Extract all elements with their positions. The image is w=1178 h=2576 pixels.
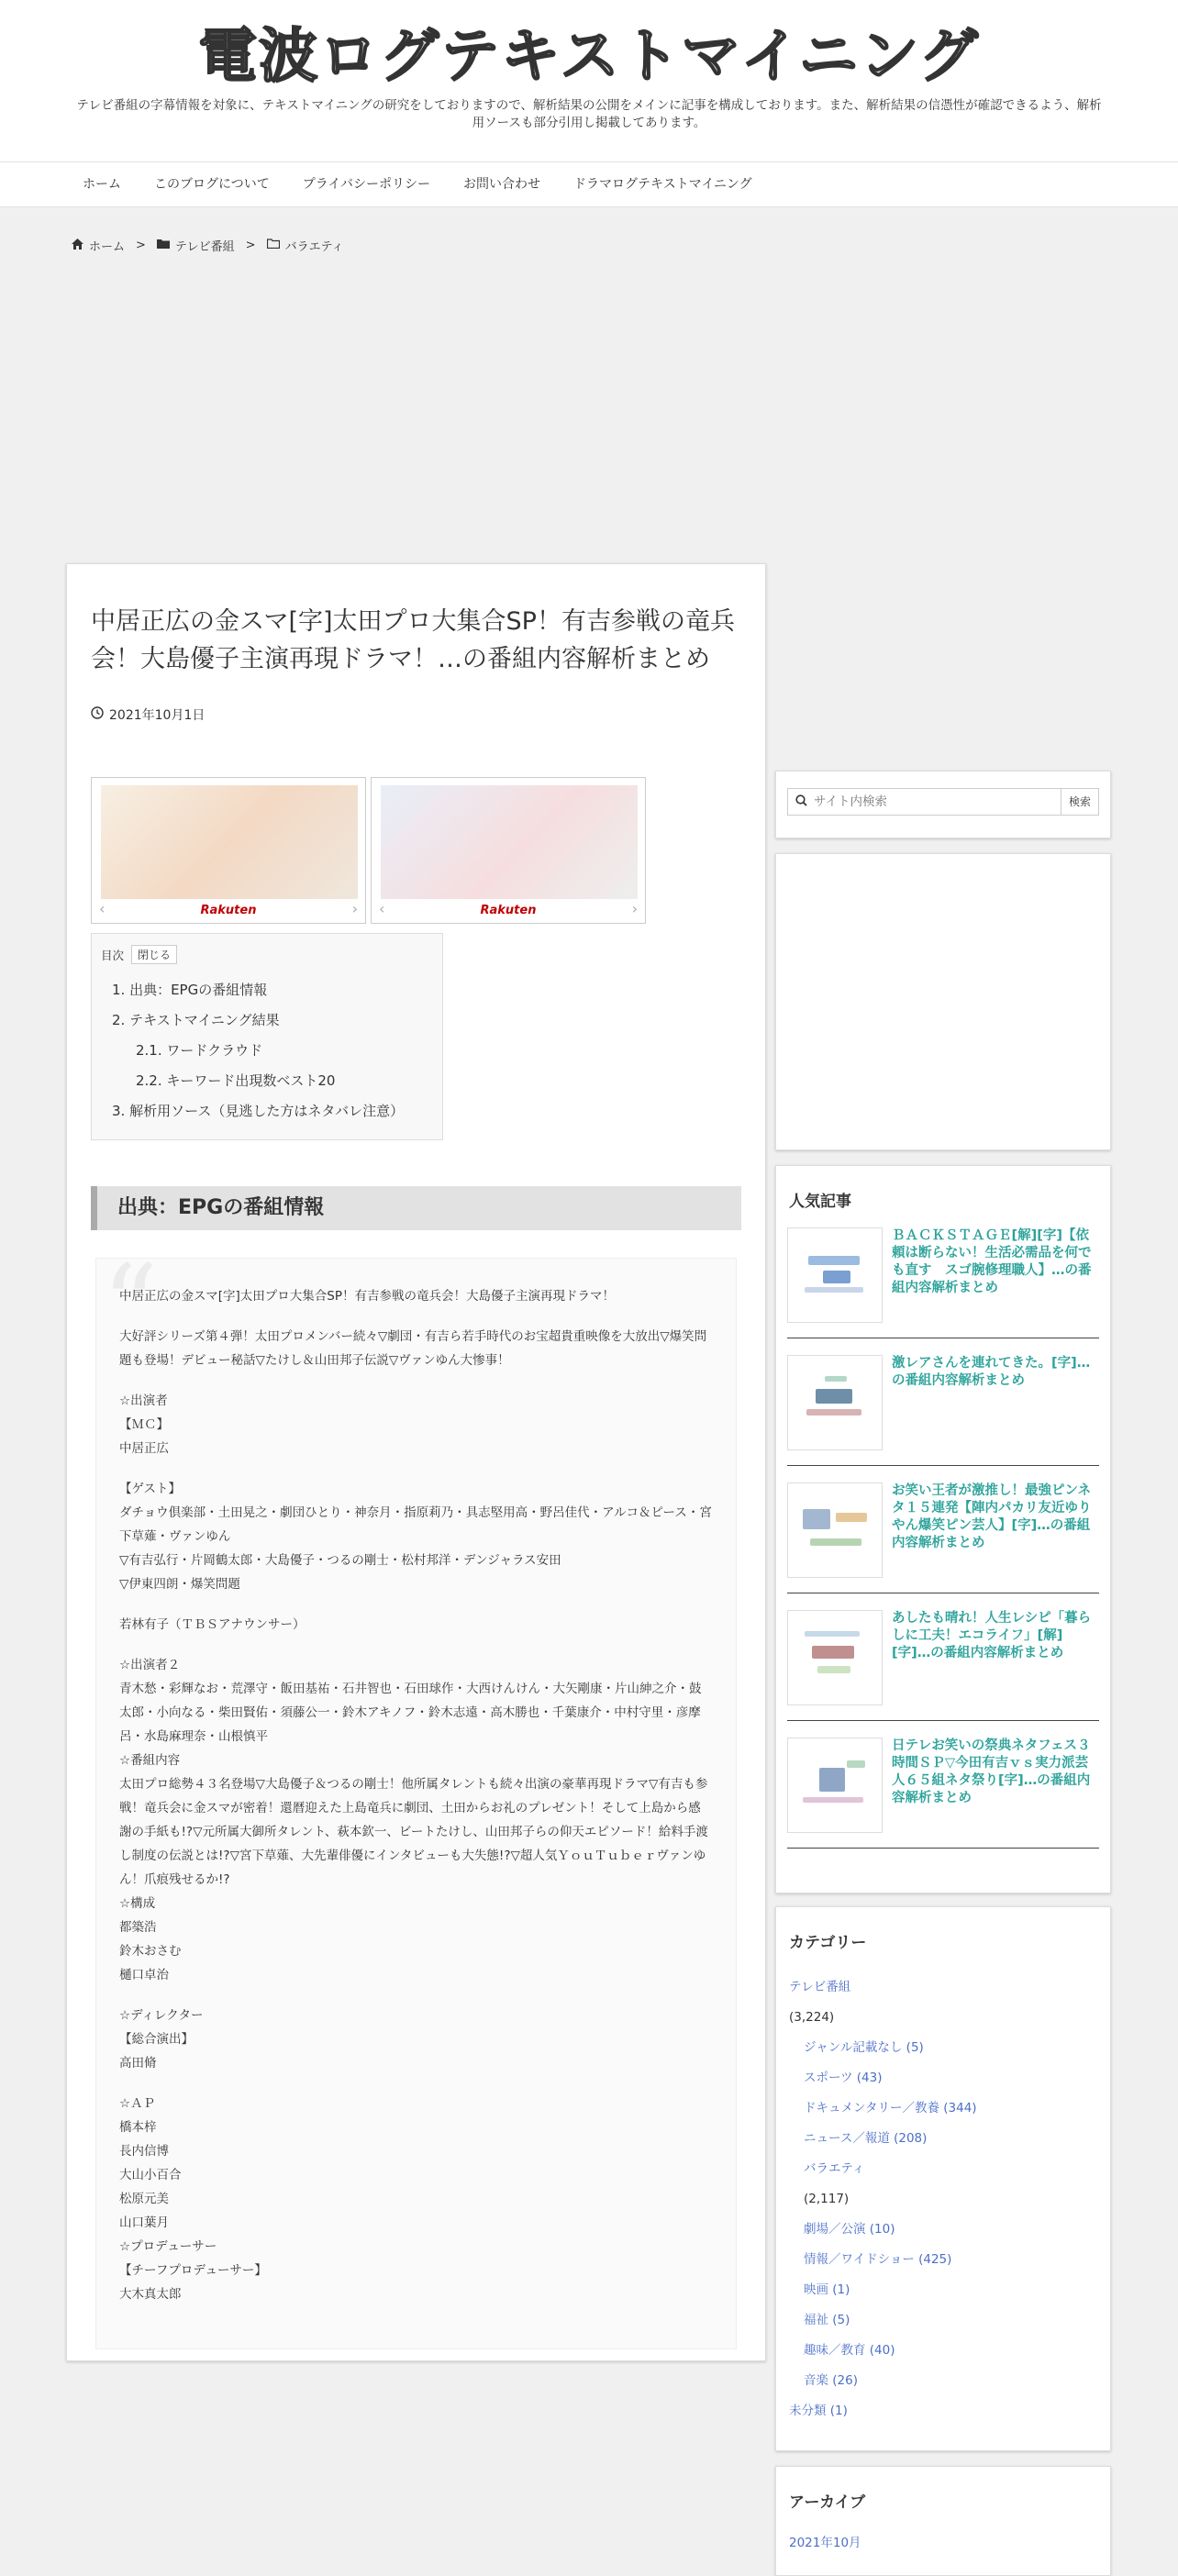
- site-header: [0, 0, 1178, 161]
- breadcrumb-separator: >: [245, 239, 256, 252]
- section-heading: 出典：EPGの番組情報: [91, 1186, 741, 1230]
- toc-link[interactable]: 2.1. ワードクラウド: [136, 1042, 263, 1059]
- epg-blockquote: [95, 1258, 737, 2349]
- popular-title: 人気記事: [789, 1193, 851, 1211]
- toc-link[interactable]: 2.2. キーワード出現数ベスト20: [136, 1072, 336, 1089]
- category-link[interactable]: バラエティ: [804, 2161, 865, 2176]
- category-item[interactable]: [789, 2245, 1097, 2275]
- toc-subitem[interactable]: [101, 1066, 433, 1096]
- category-item[interactable]: [789, 2093, 1097, 2124]
- popular-title-link[interactable]: あしたも晴れ！人生レシピ「暮らしに工夫！エコライフ」[解][字]…の番組内容解析まとめ: [892, 1611, 1092, 1660]
- archive-title: アーカイブ: [789, 2493, 866, 2512]
- chevron-right-icon[interactable]: ›: [631, 900, 638, 917]
- category-item[interactable]: [789, 2275, 1097, 2305]
- toc-close-button[interactable]: 閉じる: [131, 945, 177, 964]
- quote-paragraph: 中居正広の金スマ[字]太田プロ大集合SP！有吉参戦の竜兵会！大島優子主演再現ドラマ！: [119, 1289, 615, 1304]
- ad-banners: [91, 777, 741, 924]
- wordcloud-thumbnail[interactable]: [787, 1482, 883, 1578]
- toc-list: [101, 975, 433, 1127]
- nav-drama-log[interactable]: ドラマログテキストマイニング: [573, 177, 752, 192]
- rakuten-banner-1[interactable]: [91, 777, 366, 924]
- category-link[interactable]: テレビ番組: [789, 1980, 851, 1994]
- toc-link[interactable]: 1. 出典：EPGの番組情報: [112, 982, 268, 998]
- category-item[interactable]: [789, 1972, 1097, 2003]
- category-item[interactable]: [789, 2336, 1097, 2366]
- category-item[interactable]: [789, 2124, 1097, 2154]
- search-button[interactable]: 検索: [1061, 789, 1098, 815]
- breadcrumb: [72, 237, 344, 254]
- banner-product-image: [381, 785, 638, 899]
- chevron-right-icon[interactable]: ›: [351, 900, 358, 917]
- toc-subitem[interactable]: [101, 1036, 433, 1066]
- popular-widget: [775, 1165, 1111, 1893]
- category-link[interactable]: 劇場／公演 (10): [804, 2222, 895, 2237]
- popular-title-link[interactable]: 日テレお笑いの祭典ネタフェス３時間ＳＰ▽今田有吉ｖｓ実力派芸人６５組ネタ祭り[字]…の番組内容解析まとめ: [892, 1738, 1091, 1805]
- popular-title-link[interactable]: お笑い王者が激推し！最強ピンネタ１５連発【陣内パカリ友近ゆりやん爆笑ピン芸人】[字]…の番組内容解析まとめ: [892, 1483, 1092, 1550]
- quote-paragraph: ☆ＡＰ 橋本梓 長内信博 大山小百合 松原元美 山口葉月 ☆プロデューサー 【チーフプロデューサー】 大木真太郎: [119, 2096, 267, 2302]
- popular-item[interactable]: [787, 1227, 1099, 1338]
- article-main: [66, 563, 766, 2361]
- category-item[interactable]: [789, 2305, 1097, 2336]
- article-title: 中居正広の金スマ[字]太田プロ大集合SP！有吉参戦の竜兵会！大島優子主演再現ドラマ！…の番組内容解析まとめ: [91, 607, 735, 673]
- popular-item[interactable]: [787, 1738, 1099, 1849]
- nav-home[interactable]: ホーム: [83, 177, 121, 192]
- search-icon: [788, 794, 814, 810]
- category-link[interactable]: 情報／ワイドショー (425): [804, 2252, 952, 2267]
- category-widget: [775, 1906, 1111, 2451]
- popular-title-link[interactable]: ＢＡＣＫＳＴＡＧＥ[解][字]【依頼は断らない！生活必需品を何でも直す スゴ腕修理職人】…の番組内容解析まとめ: [892, 1228, 1092, 1295]
- nav-about[interactable]: このブログについて: [154, 177, 270, 192]
- table-of-contents: [91, 933, 443, 1140]
- quote-paragraph: 【ゲスト】 ダチョウ倶楽部・土田晃之・劇団ひとり・神奈月・指原莉乃・具志堅用高・野呂佳代・アルコ＆ピース・宮下草薙・ヴァンゆん ▽有吉弘行・片岡鶴太郎・大島優子・つるの剛士・松村邦洋・デンジャラス安田 ▽伊東四朗・爆笑問題: [119, 1482, 712, 1592]
- category-link[interactable]: ドキュメンタリー／教養 (344): [804, 2101, 977, 2115]
- category-count: (2,117): [804, 2192, 850, 2206]
- folder-icon: [157, 239, 170, 252]
- breadcrumb-variety[interactable]: バラエティ: [284, 240, 344, 254]
- category-link[interactable]: 映画 (1): [804, 2282, 850, 2297]
- chevron-left-icon[interactable]: ‹: [99, 900, 106, 917]
- category-item[interactable]: [789, 2033, 1097, 2063]
- archive-list: [776, 2512, 1110, 2559]
- quote-mark-icon: “: [102, 1258, 159, 1370]
- category-link[interactable]: スポーツ (43): [804, 2071, 883, 2085]
- toc-item[interactable]: [101, 1096, 433, 1127]
- popular-item[interactable]: [787, 1482, 1099, 1593]
- quote-paragraph: ☆出演者２ 青木愁・彩輝なお・荒澤守・飯田基祐・石井智也・石田球作・大西けんけん・大矢剛康・片山紳之介・鼓太郎・小向なる・柴田賢佑・須藤公一・鈴木アキノフ・鈴木志遠・高木勝也・千葉康介・中村守里・彦摩呂・水島麻理奈・山根慎平 ☆番組内容 太田プロ総勢４３名登場▽大島優子＆つるの剛士！他所属タレントも続々出演の豪華再現ドラマ▽有吉も参戦！竜兵会に金スマが密着！還暦迎えた上島竜兵に劇団、土田からお礼のプレゼント！そして上島から感謝の手紙も!?▽元所属大御所タレント、萩本欽一、ビートたけし、山田邦子らの仰天エピソード！給料手渡し制度の伝説とは!?▽宮下草薙、大先輩俳優にインタビューも大失態!?▽超人気ＹｏｕＴｕｂｅｒヴァンゆん！爪痕残せるか!? ☆構成 都築浩 鈴木おさむ 樋口卓治: [119, 1658, 708, 1982]
- wordcloud-thumbnail[interactable]: [787, 1610, 883, 1705]
- global-nav: [0, 161, 1178, 207]
- rakuten-logo: Rakuten: [200, 904, 257, 917]
- nav-contact[interactable]: お問い合わせ: [463, 177, 541, 192]
- category-item[interactable]: [789, 2215, 1097, 2245]
- wordcloud-thumbnail[interactable]: [787, 1227, 883, 1323]
- search-widget: [775, 771, 1111, 838]
- toc-link[interactable]: 3. 解析用ソース（見逃した方はネタバレ注意）: [112, 1103, 405, 1119]
- popular-item[interactable]: [787, 1610, 1099, 1721]
- home-icon: [72, 239, 83, 253]
- quote-paragraph: ☆ディレクター 【総合演出】 高田脩: [119, 2008, 204, 2071]
- site-tagline: テレビ番組の字幕情報を対象に、テキストマイニングの研究をしておりますので、解析結果の公開をメインに記事を構成しております。また、解析結果の信憑性が確認できるよう、解析用ソースも部分引用し掲載してあります。: [76, 98, 1102, 130]
- category-link[interactable]: 音楽 (26): [804, 2373, 859, 2388]
- breadcrumb-tv[interactable]: テレビ番組: [174, 240, 235, 254]
- rakuten-logo: Rakuten: [480, 904, 537, 917]
- quote-paragraph: 大好評シリーズ第４弾！太田プロメンバー続々▽劇団・有吉ら若手時代のお宝超貴重映像を大放出▽爆笑問題も登場！デビュー秘話▽たけし＆山田邦子伝説▽ヴァンゆん大惨事！: [119, 1329, 707, 1368]
- category-link[interactable]: ジャンル記載なし (5): [804, 2040, 924, 2055]
- popular-title-link[interactable]: 激レアさんを連れてきた。[字]…の番組内容解析まとめ: [892, 1356, 1091, 1388]
- quote-paragraph: 若林有子（ＴＢＳアナウンサー）: [119, 1617, 306, 1632]
- category-link[interactable]: 福祉 (5): [804, 2313, 850, 2327]
- category-title: カテゴリー: [789, 1934, 867, 1952]
- category-link[interactable]: ニュース／報道 (208): [804, 2131, 928, 2146]
- quote-paragraph: ☆出演者 【ＭＣ】 中居正広: [119, 1393, 169, 1456]
- chevron-left-icon[interactable]: ‹: [379, 900, 385, 917]
- search-form: [787, 788, 1099, 816]
- rakuten-banner-2[interactable]: [371, 777, 646, 924]
- category-link[interactable]: 趣味／教育 (40): [804, 2343, 895, 2358]
- breadcrumb-home[interactable]: ホーム: [89, 240, 126, 254]
- category-list: [776, 1952, 1110, 2426]
- category-item[interactable]: [789, 2063, 1097, 2093]
- nav-privacy-policy[interactable]: プライバシーポリシー: [302, 177, 431, 192]
- category-count: (3,224): [789, 2010, 835, 2025]
- category-item[interactable]: [789, 2154, 1097, 2184]
- banner-product-image: [101, 785, 358, 899]
- article-date: [91, 705, 741, 724]
- clock-icon: [91, 706, 104, 723]
- category-item[interactable]: [789, 2396, 1097, 2426]
- toc-item[interactable]: [101, 1005, 433, 1036]
- toc-link[interactable]: 2. テキストマイニング結果: [112, 1012, 280, 1028]
- category-item[interactable]: [789, 2366, 1097, 2396]
- breadcrumb-separator: >: [136, 239, 146, 252]
- folder-open-icon: [267, 239, 280, 252]
- popular-item[interactable]: [787, 1355, 1099, 1466]
- site-title[interactable]: 電波ログテキストマイニング: [198, 23, 980, 91]
- archive-item[interactable]: [789, 2528, 1097, 2559]
- ad-space: [66, 266, 1112, 560]
- sidebar-ad: [775, 853, 1111, 1150]
- archive-link[interactable]: 2021年10月: [789, 2536, 861, 2550]
- wordcloud-thumbnail[interactable]: [787, 1738, 883, 1833]
- toc-label: 目次: [101, 948, 125, 962]
- archive-widget: [775, 2466, 1111, 2576]
- search-input[interactable]: [814, 794, 1061, 809]
- article-date-text: 2021年10月1日: [109, 708, 206, 723]
- category-link[interactable]: 未分類 (1): [789, 2404, 848, 2418]
- toc-item[interactable]: [101, 975, 433, 1005]
- wordcloud-thumbnail[interactable]: [787, 1355, 883, 1450]
- toc-header: [101, 945, 433, 964]
